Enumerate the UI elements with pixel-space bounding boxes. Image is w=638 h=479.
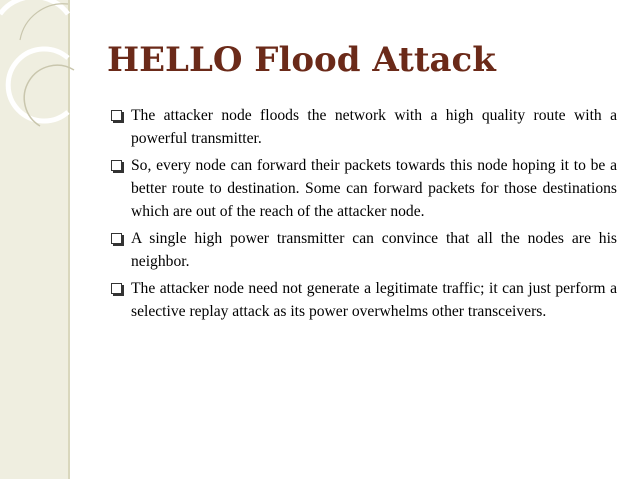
bullet-list (107, 104, 617, 327)
decorative-rings-graphic (0, 0, 110, 140)
hollow-square-bullet-icon (111, 160, 122, 171)
bullet-item (107, 104, 617, 150)
hollow-square-bullet-icon (111, 233, 122, 244)
bullet-text: So, every node can forward their packets towards this node hoping it to be a better route to destination. Some can forward packets for those destinations which are out of the reach of the attacker node. (131, 157, 617, 220)
hollow-square-bullet-icon (111, 283, 122, 294)
slide-title: HELLO Flood Attack (107, 40, 496, 80)
bullet-item (107, 154, 617, 223)
bullet-item (107, 227, 617, 273)
bullet-text: The attacker node need not generate a legitimate traffic; it can just perform a selective replay attack as its power overwhelms other transceivers. (131, 280, 617, 320)
bullet-item (107, 277, 617, 323)
bullet-text: A single high power transmitter can convince that all the nodes are his neighbor. (131, 230, 617, 270)
bullet-text: The attacker node floods the network with a high quality route with a powerful transmitter. (131, 107, 617, 147)
hollow-square-bullet-icon (111, 110, 122, 121)
